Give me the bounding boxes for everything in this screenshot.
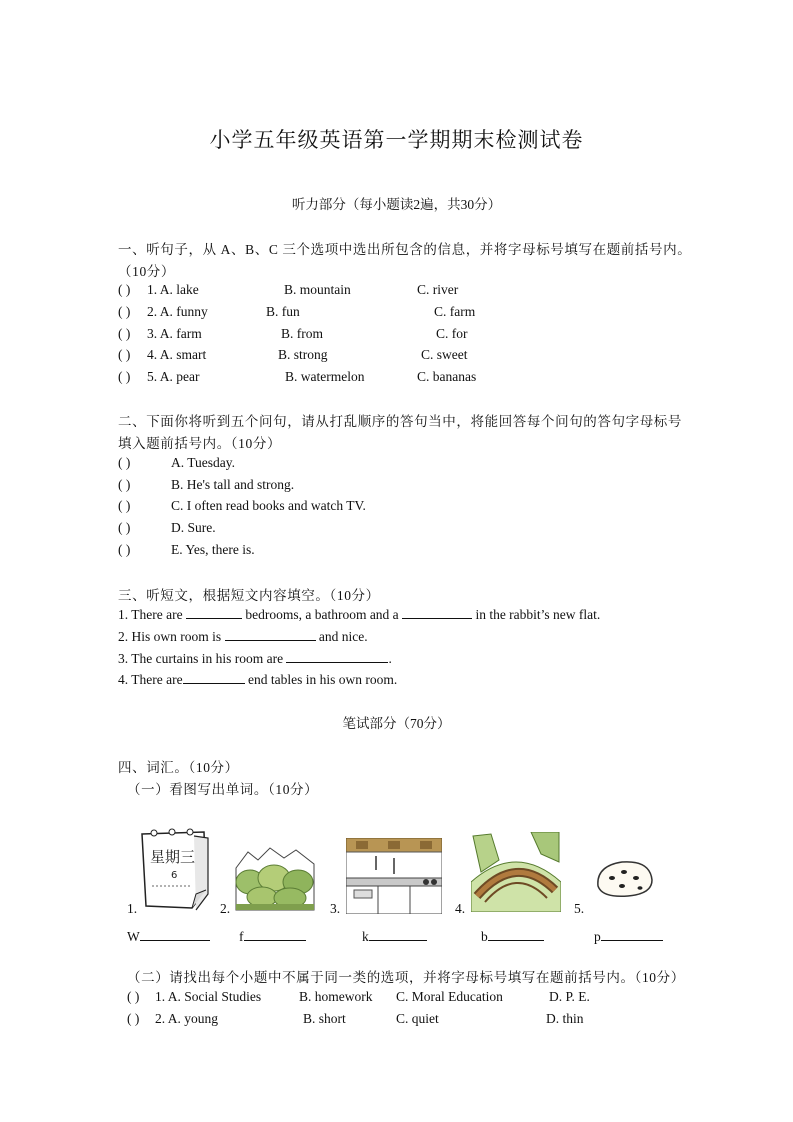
answer-option: D. Sure. [171, 520, 216, 535]
option-c: C. sweet [421, 347, 468, 362]
answer-option: C. I often read books and watch TV. [171, 498, 366, 513]
answer-option: A. Tuesday. [171, 455, 236, 470]
fill-blank[interactable] [601, 928, 663, 941]
option-b: B. homework [299, 989, 373, 1004]
answer-paren[interactable]: ( ) [118, 304, 131, 319]
answer-paren[interactable]: ( ) [118, 326, 131, 341]
picture-number: 5. [574, 901, 585, 916]
fill-blank[interactable] [369, 928, 427, 941]
option-c: C. for [436, 326, 468, 341]
answer-paren[interactable]: ( ) [118, 282, 131, 297]
option-c: C. Moral Education [396, 989, 503, 1004]
q4-sub2-instruction: （二）请找出每个小题中不属于同一类的选项，并将字母标号填写在题前括号内。（10分） [127, 970, 685, 985]
answer-paren[interactable]: ( ) [118, 369, 131, 384]
forest-picture [234, 842, 316, 912]
word-blank-5: p [594, 928, 663, 945]
option-c: C. quiet [396, 1011, 439, 1026]
option-a: 5. A. pear [147, 369, 200, 384]
word-blank-1: W [127, 928, 210, 945]
word-blank-2: f [239, 928, 306, 945]
option-a: 1. A. lake [147, 282, 199, 297]
picture-number: 4. [455, 901, 466, 916]
fill-blank[interactable] [225, 628, 316, 641]
q1-instruction: 一、听句子，从 A、B、C 三个选项中选出所包含的信息，并将字母标号填写在题前括号内。 [118, 242, 692, 257]
calendar-date-number: 6 [171, 870, 178, 881]
word-blank-3: k [362, 928, 427, 945]
fill-blank[interactable] [244, 928, 306, 941]
q4-sub1-instruction: （一）看图写出单词。（10分） [127, 782, 319, 797]
answer-paren[interactable]: ( ) [118, 477, 131, 492]
listening-section-header: 听力部分（每小题读2遍，共30分） [291, 197, 502, 212]
q3-instruction: 三、听短文，根据短文内容填空。（10分） [118, 588, 380, 603]
q2-instruction: 二、下面你将听到五个问句，请从打乱顺序的答句当中，将能回答每个问句的答句字母标号 [118, 414, 682, 429]
option-d: D. P. E. [549, 989, 590, 1004]
kitchen-picture [346, 838, 442, 914]
option-a: 2. A. young [155, 1011, 219, 1026]
option-b: B. from [281, 326, 323, 341]
option-b: B. strong [278, 347, 328, 362]
answer-paren[interactable]: ( ) [118, 455, 131, 470]
q3-sentence-2: 2. His own room is and nice. [118, 629, 368, 644]
answer-paren[interactable]: ( ) [118, 542, 131, 557]
answer-option: B. He's tall and strong. [171, 477, 295, 492]
fill-blank[interactable] [488, 928, 544, 941]
answer-paren[interactable]: ( ) [127, 1011, 140, 1026]
option-c: C. river [417, 282, 459, 297]
option-c: C. farm [434, 304, 476, 319]
bridge-picture [471, 832, 561, 912]
fill-blank[interactable] [140, 928, 210, 941]
word-blank-4: b [481, 928, 544, 945]
fill-blank[interactable] [286, 650, 388, 663]
answer-paren[interactable]: ( ) [118, 520, 131, 535]
option-b: B. fun [266, 304, 300, 319]
option-b: B. mountain [284, 282, 351, 297]
picture-number: 3. [330, 901, 341, 916]
option-a: 2. A. funny [147, 304, 208, 319]
q3-sentence-4: 4. There are end tables in his own room. [118, 672, 398, 687]
written-section-header: 笔试部分（70分） [342, 716, 451, 731]
bread-picture [594, 858, 656, 900]
answer-option: E. Yes, there is. [171, 542, 255, 557]
option-c: C. bananas [417, 369, 477, 384]
q3-sentence-3: 3. The curtains in his room are . [118, 651, 392, 666]
page-title: 小学五年级英语第一学期期末检测试卷 [209, 128, 584, 152]
fill-blank[interactable] [402, 606, 472, 619]
option-b: B. short [303, 1011, 346, 1026]
option-a: 1. A. Social Studies [155, 989, 262, 1004]
calendar-picture [134, 828, 214, 914]
option-b: B. watermelon [285, 369, 365, 384]
q2-instruction-line2: 填入题前括号内。（10分） [118, 436, 282, 451]
q1-instruction-score: （10分） [118, 264, 175, 279]
fill-blank[interactable] [186, 606, 242, 619]
picture-number: 1. [127, 901, 138, 916]
calendar-day-text: 星期三 [150, 848, 196, 866]
option-a: 4. A. smart [147, 347, 207, 362]
answer-paren[interactable]: ( ) [118, 498, 131, 513]
option-a: 3. A. farm [147, 326, 202, 341]
answer-paren[interactable]: ( ) [127, 989, 140, 1004]
q4-instruction: 四、词汇。（10分） [118, 760, 239, 775]
q3-sentence-1: 1. There are bedrooms, a bathroom and a in the rabbit’s new flat. [118, 607, 601, 622]
picture-number: 2. [220, 901, 231, 916]
answer-paren[interactable]: ( ) [118, 347, 131, 362]
option-d: D. thin [546, 1011, 584, 1026]
fill-blank[interactable] [183, 671, 245, 684]
